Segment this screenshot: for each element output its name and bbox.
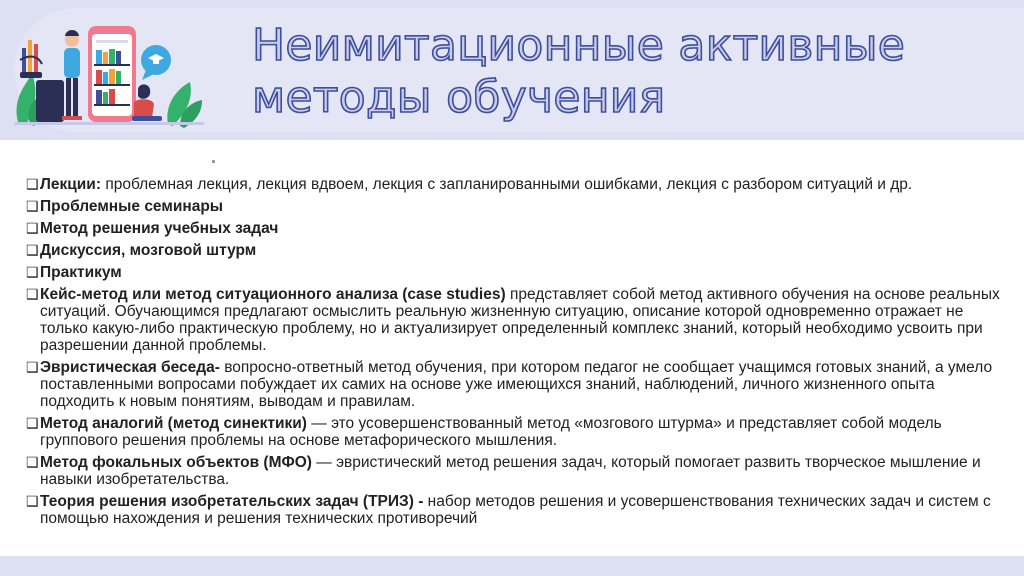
page-title (252, 20, 1012, 124)
title-line-1: Неимитационные активные (252, 20, 906, 71)
list-item-case-method (26, 286, 1006, 354)
checkbox-bullet-icon: ❑ (26, 359, 39, 375)
list-item-heuristic-talk (26, 359, 1006, 410)
list-item-triz (26, 493, 1006, 527)
list-item-lectures (26, 176, 1006, 193)
item-description: — это усовершенствованный метод «мозгового штурма» и представляет собой модель группового решения проблемы на основе метафорического мышления. (40, 415, 942, 449)
checkbox-bullet-icon: ❑ (26, 220, 39, 236)
item-term: Дискуссия, мозговой штурм (40, 242, 257, 259)
list-item-problem-seminars (26, 198, 1006, 215)
item-term: Практикум (40, 264, 122, 281)
checkbox-bullet-icon: ❑ (26, 264, 39, 280)
item-term: Метод решения учебных задач (40, 220, 279, 237)
list-item-learning-tasks (26, 220, 1006, 237)
checkbox-bullet-icon: ❑ (26, 415, 39, 431)
item-term: Эвристическая беседа- (40, 359, 220, 376)
item-description: — эвристический метод решения задач, который помогает развить творческое мышление и навыки изобретательства. (40, 454, 981, 488)
item-term: Лекции: (40, 176, 102, 193)
item-description: проблемная лекция, лекция вдвоем, лекция с запланированными ошибками, лекция с разбором ситуаций и др. (101, 176, 913, 193)
checkbox-bullet-icon: ❑ (26, 242, 39, 258)
decorative-dot (212, 160, 215, 163)
checkbox-bullet-icon: ❑ (26, 454, 39, 470)
item-term: Теория решения изобретательских задач (ТРИЗ) - (40, 493, 424, 510)
title-line-2: методы обучения (252, 72, 666, 123)
checkbox-bullet-icon: ❑ (26, 176, 39, 192)
footer-band (0, 556, 1024, 576)
checkbox-bullet-icon: ❑ (26, 198, 39, 214)
item-term: Метод аналогий (метод синектики) (40, 415, 307, 432)
list-item-practicum (26, 264, 1006, 281)
methods-list (26, 176, 1006, 532)
item-term: Проблемные семинары (40, 198, 224, 215)
list-item-focal-objects (26, 454, 1006, 488)
list-item-discussion (26, 242, 1006, 259)
checkbox-bullet-icon: ❑ (26, 286, 39, 302)
list-item-analogy-method (26, 415, 1006, 449)
item-term: Метод фокальных объектов (МФО) (40, 454, 312, 471)
item-description: представляет собой метод активного обучения на основе реальных ситуаций. Обучающимся предлагают осмыслить реальную жизненную ситуацию, описание которой одновременно отражает не только какую-либо практическую проблему, но и актуализирует определенный комплекс знаний, который необходимо усвоить при разрешении данной проблемы. (40, 286, 1000, 354)
education-illustration (8, 4, 208, 134)
item-description: вопросно-ответный метод обучения, при котором педагог не сообщает учащимся готовых знаний, а умело поставленными вопросами побуждает их самих на основе уже имеющихся знаний, наблюдений, личного жизненного опыта подходить к новым понятиям, выводам и правилам. (40, 359, 993, 410)
checkbox-bullet-icon: ❑ (26, 493, 39, 509)
item-term: Кейс-метод или метод ситуационного анализа (case studies) (40, 286, 506, 303)
item-description: набор методов решения и усовершенствования технических задач и систем с помощью нахождения и решения технических противоречий (40, 493, 991, 527)
